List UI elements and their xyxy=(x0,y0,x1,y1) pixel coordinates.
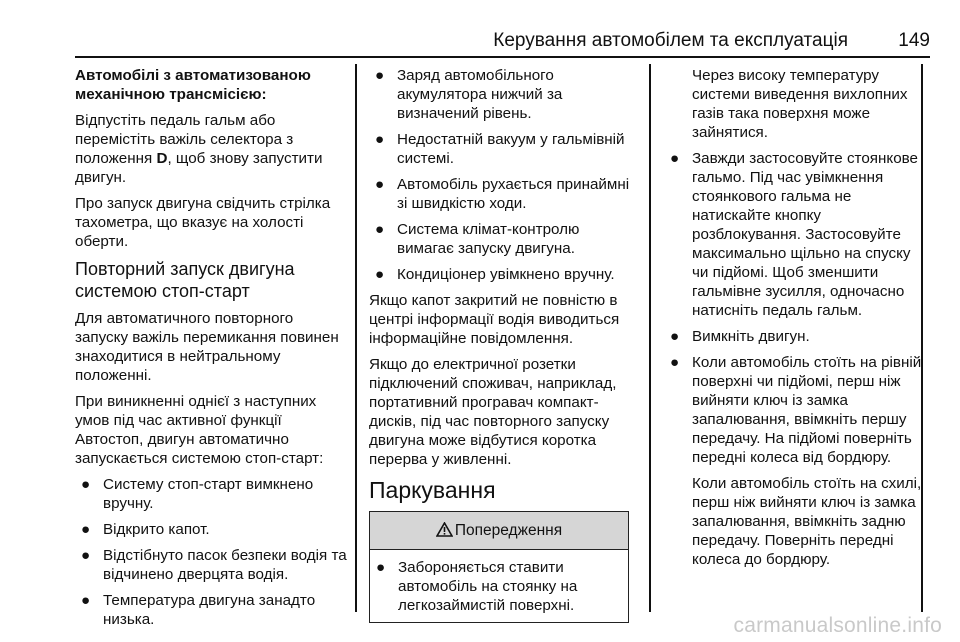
header-rule xyxy=(75,56,930,58)
list-item xyxy=(369,175,631,213)
page-header xyxy=(0,0,960,58)
column-divider xyxy=(355,64,357,612)
column-middle xyxy=(369,66,631,623)
list-item-text: Температура двигуна занадто низька. xyxy=(103,592,316,628)
list-item-text: Система клімат-контролю вимагає запуску двигуна. xyxy=(397,221,580,257)
list-item-text: Автомобіль рухається принаймні зі швидкістю ходи. xyxy=(397,176,630,212)
warning-triangle-icon xyxy=(436,514,453,551)
bullet-icon: ● xyxy=(81,476,91,493)
paragraph-release-brake-a: Відпустіть педаль гальм або перемістіть важіль селектора з положення xyxy=(75,112,294,167)
list-item xyxy=(369,66,631,123)
list-item-text: Відкрито капот. xyxy=(103,521,210,538)
list-item-text: Заряд автомобільного акумулятора нижчий за визначений рівень. xyxy=(397,67,563,122)
paragraph-slope: Коли автомобіль стоїть на схилі, перш ніж вийняти ключ із замка запалювання, ввімкніть задню передачу. Поверніть передні колеса до бордюру. xyxy=(692,475,922,568)
paragraph-conditions: При виникненні однієї з наступних умов під час активної функції Автостоп, двигун автоматично запускається системою стоп-старт: xyxy=(75,393,324,467)
bullet-icon: ● xyxy=(376,559,386,576)
list-item xyxy=(664,327,926,346)
warning-box xyxy=(369,511,629,623)
bullet-icon: ● xyxy=(81,521,91,538)
watermark: carmanualsonline.info xyxy=(733,614,942,637)
paragraph-warning-continued: Через високу температуру системи виведення вихлопних газів така поверхня може зайнятися. xyxy=(692,67,908,141)
bullet-icon: ● xyxy=(670,328,680,345)
bullet-icon: ● xyxy=(81,592,91,609)
heading-parking: Паркування xyxy=(369,477,496,503)
column-right xyxy=(664,66,926,576)
column-left xyxy=(75,66,347,636)
paragraph-tachometer: Про запуск двигуна свідчить стрілка тахометра, що вказує на холості оберти. xyxy=(75,195,331,250)
bullet-icon: ● xyxy=(375,266,385,283)
bullet-icon: ● xyxy=(670,354,680,371)
list-item-text: Вимкніть двигун. xyxy=(692,328,810,345)
paragraph-neutral: Для автоматичного повторного запуску важіль перемикання повинен знаходитися в нейтральному положенні. xyxy=(75,310,339,384)
list-item-text: Недостатній вакуум у гальмівній системі. xyxy=(397,131,625,167)
list-item xyxy=(664,149,926,320)
header-title: Керування автомобілем та експлуатація xyxy=(493,30,848,51)
warning-header xyxy=(370,512,628,550)
list-item xyxy=(369,220,631,258)
bullet-icon: ● xyxy=(375,176,385,193)
bullet-icon: ● xyxy=(670,150,680,167)
list-item xyxy=(370,558,628,615)
list-item xyxy=(75,591,347,629)
list-item xyxy=(75,520,347,539)
list-item xyxy=(75,475,347,513)
page-edge-rule xyxy=(921,64,923,612)
list-item xyxy=(369,265,631,284)
heading-automated-transmission: Автомобілі з автоматизованою механічною трансмісією: xyxy=(75,67,311,103)
warning-title: Попередження xyxy=(454,522,563,539)
list-item-text: Кондиціонер увімкнено вручну. xyxy=(397,266,615,283)
list-item-text: Систему стоп-старт вимкнено вручну. xyxy=(103,476,314,512)
bullet-icon: ● xyxy=(375,67,385,84)
page-number: 149 xyxy=(898,30,930,51)
list-item-text: Завжди застосовуйте стоянкове гальмо. Під час увімкнення стоянкового гальма не натискайте кнопку розблокування. Застосовуйте максимально щільно на спуску чи підйомі. Щоб зменшити гальмівне зусилля, одночасно натисніть педаль гальм. xyxy=(692,150,918,319)
bullet-icon: ● xyxy=(375,221,385,238)
position-d-label: D xyxy=(156,150,168,167)
paragraph-release-brake xyxy=(75,111,347,187)
list-item xyxy=(664,353,926,467)
list-item-text: Відстібнуто пасок безпеки водія та відчинено дверцята водія. xyxy=(103,547,347,583)
list-item-text: Забороняється ставити автомобіль на стоянку на легкозаймистій поверхні. xyxy=(398,559,578,614)
bullet-icon: ● xyxy=(375,131,385,148)
paragraph-socket: Якщо до електричної розетки підключений споживач, наприклад, портативний програвач компакт-дисків, під час повторного запуску двигуна може відбутися коротка перерва у живленні. xyxy=(369,356,617,468)
column-divider xyxy=(649,64,651,612)
paragraph-hood-message: Якщо капот закритий не повністю в центрі інформації водія виводиться інформаційне повідомлення. xyxy=(369,292,620,347)
heading-restart: Повторний запуск двигуна системою стоп-старт xyxy=(75,259,295,301)
warning-body xyxy=(370,550,628,615)
bullet-icon: ● xyxy=(81,547,91,564)
list-item xyxy=(75,546,347,584)
list-item xyxy=(369,130,631,168)
paragraph-release-brake-b: , щоб знову запустити двигун. xyxy=(75,150,323,186)
list-item-text: Коли автомобіль стоїть на рівній поверхні чи підйомі, перш ніж вийняти ключ із замка запалювання, ввімкніть першу передачу. На підйомі поверніть передні колеса від бордюру. xyxy=(692,354,922,466)
